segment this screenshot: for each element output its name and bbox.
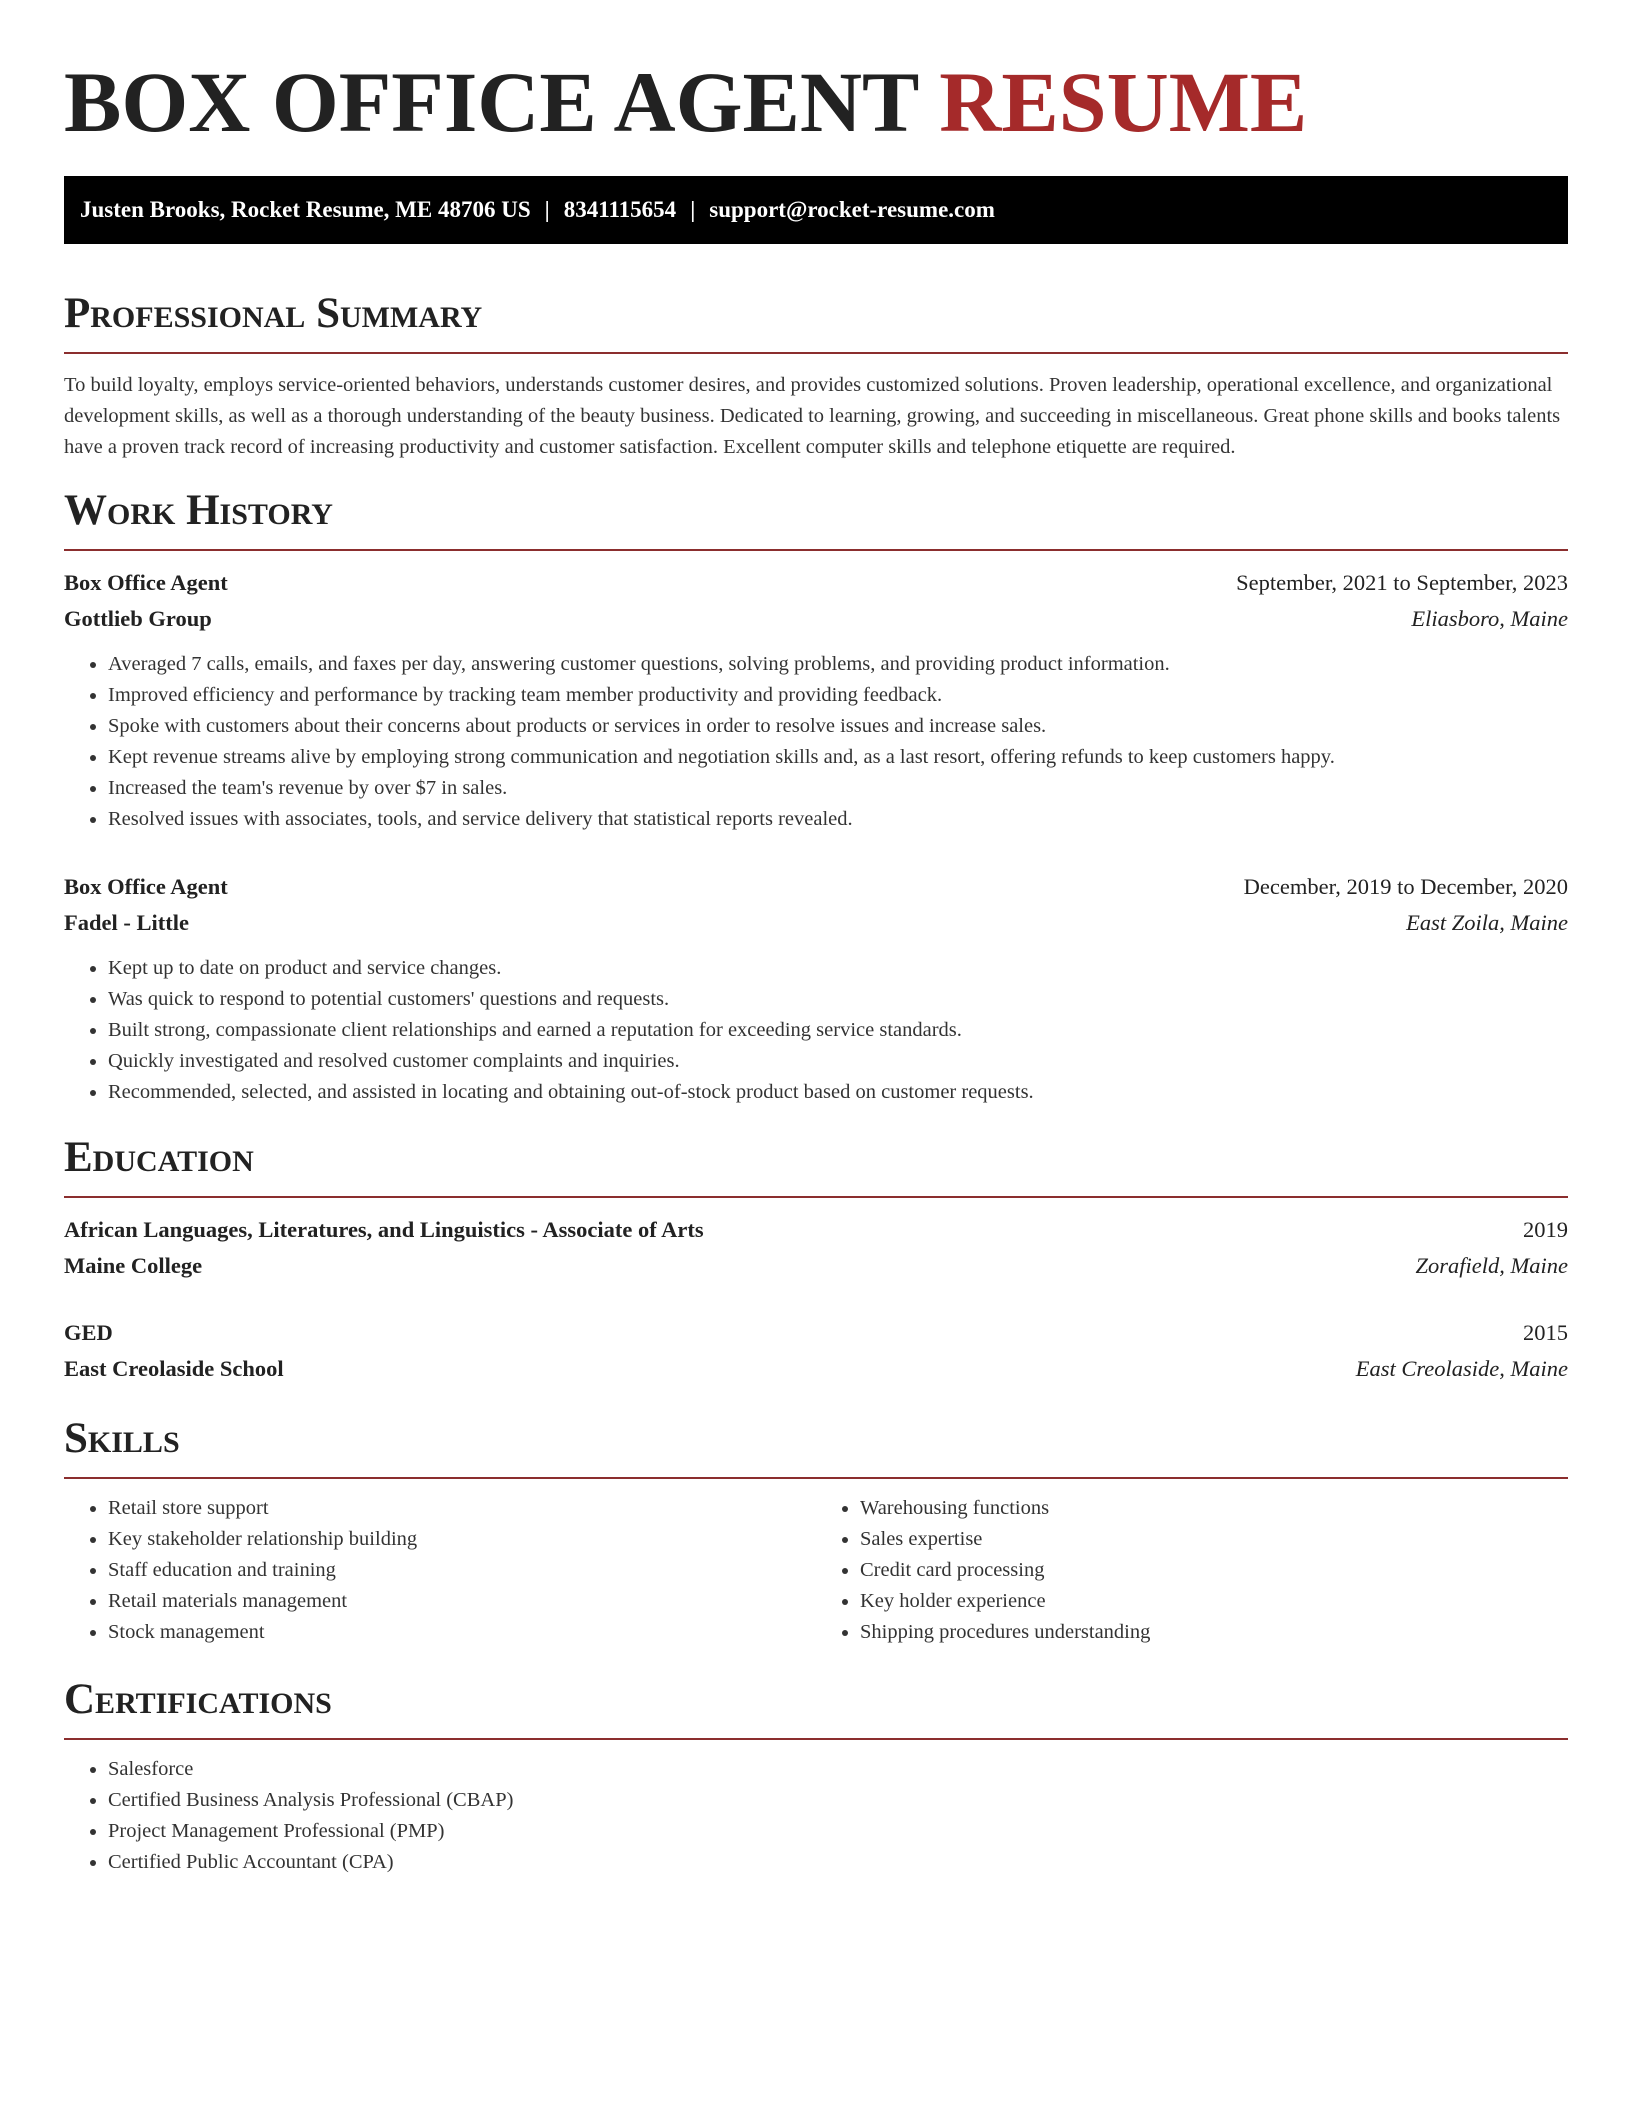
skill-item: • Shipping procedures understanding bbox=[860, 1617, 1568, 1648]
skill-item: • Staff education and training bbox=[108, 1555, 816, 1586]
certifications-heading: Certifications bbox=[64, 1676, 332, 1723]
summary-text: To build loyalty, employs service-oriented behaviors, understands customer desires, and provides customized solutions. Proven leadership, operational excellence, and organizational development skills, as well as a thorough understanding of the beauty business. Dedicated to learning, growing, and succeeding in miscellaneous. Great phone skills and books talents have a proven track record of increasing productivity and customer satisfaction. Excellent computer skills and telephone etiquette are required. bbox=[64, 374, 1561, 458]
certification-item: • Project Management Professional (PMP) bbox=[108, 1816, 1568, 1847]
contact-separator: | bbox=[544, 197, 550, 222]
job-bullets bbox=[64, 953, 1568, 1108]
contact-phone: 8341115654 bbox=[563, 197, 677, 222]
work-history-heading: Work History bbox=[64, 487, 333, 534]
education-school-row bbox=[64, 1351, 1568, 1387]
job-bullet: • Built strong, compassionate client relationships and earned a reputation for exceeding service standards. bbox=[108, 1015, 1568, 1046]
work-history-section bbox=[64, 485, 1568, 1108]
skill-item: • Key holder experience bbox=[860, 1586, 1568, 1617]
section-divider bbox=[64, 1196, 1568, 1198]
summary-heading: Professional Summary bbox=[64, 290, 483, 337]
job-bullet: • Was quick to respond to potential customers' questions and requests. bbox=[108, 984, 1568, 1015]
job-company-row bbox=[64, 905, 1568, 941]
job-dates: December, 2019 to December, 2020 bbox=[1243, 874, 1568, 899]
skills-section bbox=[64, 1413, 1568, 1648]
job-company-row bbox=[64, 601, 1568, 637]
contact-name-address: Justen Brooks, Rocket Resume, ME 48706 US bbox=[80, 197, 531, 222]
skills-grid bbox=[64, 1493, 1568, 1648]
education-entry bbox=[64, 1212, 1568, 1284]
job-bullet: • Recommended, selected, and assisted in locating and obtaining out-of-stock product based on customer requests. bbox=[108, 1077, 1568, 1108]
education-degree: African Languages, Literatures, and Linguistics - Associate of Arts bbox=[64, 1217, 704, 1242]
job-bullet: • Resolved issues with associates, tools, and service delivery that statistical reports revealed. bbox=[108, 804, 1568, 835]
education-section bbox=[64, 1132, 1568, 1387]
education-entry bbox=[64, 1315, 1568, 1387]
certification-item: • Certified Public Accountant (CPA) bbox=[108, 1847, 1568, 1878]
skill-item: • Retail materials management bbox=[108, 1586, 816, 1617]
job-bullet: • Averaged 7 calls, emails, and faxes per day, answering customer questions, solving problems, and providing product information. bbox=[108, 649, 1568, 680]
job-header-row bbox=[64, 565, 1568, 601]
summary-section bbox=[64, 288, 1568, 463]
section-divider bbox=[64, 1738, 1568, 1740]
job-bullet: • Kept revenue streams alive by employing strong communication and negotiation skills and, as a last resort, offering refunds to keep customers happy. bbox=[108, 742, 1568, 773]
education-degree: GED bbox=[64, 1320, 113, 1345]
skill-item: • Sales expertise bbox=[860, 1524, 1568, 1555]
contact-email: support@rocket-resume.com bbox=[709, 197, 995, 222]
job-entry bbox=[64, 869, 1568, 1108]
section-divider bbox=[64, 1477, 1568, 1479]
certification-item: • Salesforce bbox=[108, 1754, 1568, 1785]
skill-item: • Key stakeholder relationship building bbox=[108, 1524, 816, 1555]
resume-title bbox=[64, 52, 1568, 152]
certifications-list bbox=[64, 1754, 1568, 1878]
skills-list-left bbox=[64, 1493, 816, 1648]
job-dates: September, 2021 to September, 2023 bbox=[1236, 570, 1568, 595]
job-bullet: • Quickly investigated and resolved customer complaints and inquiries. bbox=[108, 1046, 1568, 1077]
job-entry bbox=[64, 565, 1568, 835]
job-location: East Zoila, Maine bbox=[1406, 910, 1568, 935]
education-year: 2019 bbox=[1523, 1217, 1568, 1242]
education-year: 2015 bbox=[1523, 1320, 1568, 1345]
education-school: East Creolaside School bbox=[64, 1356, 284, 1381]
section-divider bbox=[64, 352, 1568, 354]
contact-separator: | bbox=[690, 197, 696, 222]
job-title: Box Office Agent bbox=[64, 570, 228, 595]
certifications-section bbox=[64, 1674, 1568, 1878]
education-degree-row bbox=[64, 1212, 1568, 1248]
job-bullet: • Spoke with customers about their concerns about products or services in order to resolve issues and increase sales. bbox=[108, 711, 1568, 742]
job-bullet: • Increased the team's revenue by over $7 in sales. bbox=[108, 773, 1568, 804]
job-location: Eliasboro, Maine bbox=[1411, 606, 1568, 631]
certification-item: • Certified Business Analysis Professional (CBAP) bbox=[108, 1785, 1568, 1816]
contact-bar bbox=[64, 176, 1568, 244]
job-company: Fadel - Little bbox=[64, 910, 189, 935]
skill-item: • Retail store support bbox=[108, 1493, 816, 1524]
job-bullet: • Improved efficiency and performance by tracking team member productivity and providing feedback. bbox=[108, 680, 1568, 711]
skills-heading: Skills bbox=[64, 1415, 180, 1462]
job-bullets bbox=[64, 649, 1568, 835]
education-school-row bbox=[64, 1248, 1568, 1284]
skills-list-right bbox=[816, 1493, 1568, 1648]
skill-item: • Stock management bbox=[108, 1617, 816, 1648]
skill-item: • Warehousing functions bbox=[860, 1493, 1568, 1524]
job-title: Box Office Agent bbox=[64, 874, 228, 899]
job-header-row bbox=[64, 869, 1568, 905]
education-degree-row bbox=[64, 1315, 1568, 1351]
education-location: East Creolaside, Maine bbox=[1355, 1356, 1568, 1381]
education-school: Maine College bbox=[64, 1253, 203, 1278]
job-bullet: • Kept up to date on product and service changes. bbox=[108, 953, 1568, 984]
title-accent: RESUME bbox=[939, 54, 1308, 150]
title-main: BOX OFFICE AGENT bbox=[64, 54, 918, 150]
skill-item: • Credit card processing bbox=[860, 1555, 1568, 1586]
section-divider bbox=[64, 549, 1568, 551]
education-heading: Education bbox=[64, 1134, 254, 1181]
job-company: Gottlieb Group bbox=[64, 606, 212, 631]
education-location: Zorafield, Maine bbox=[1415, 1253, 1568, 1278]
